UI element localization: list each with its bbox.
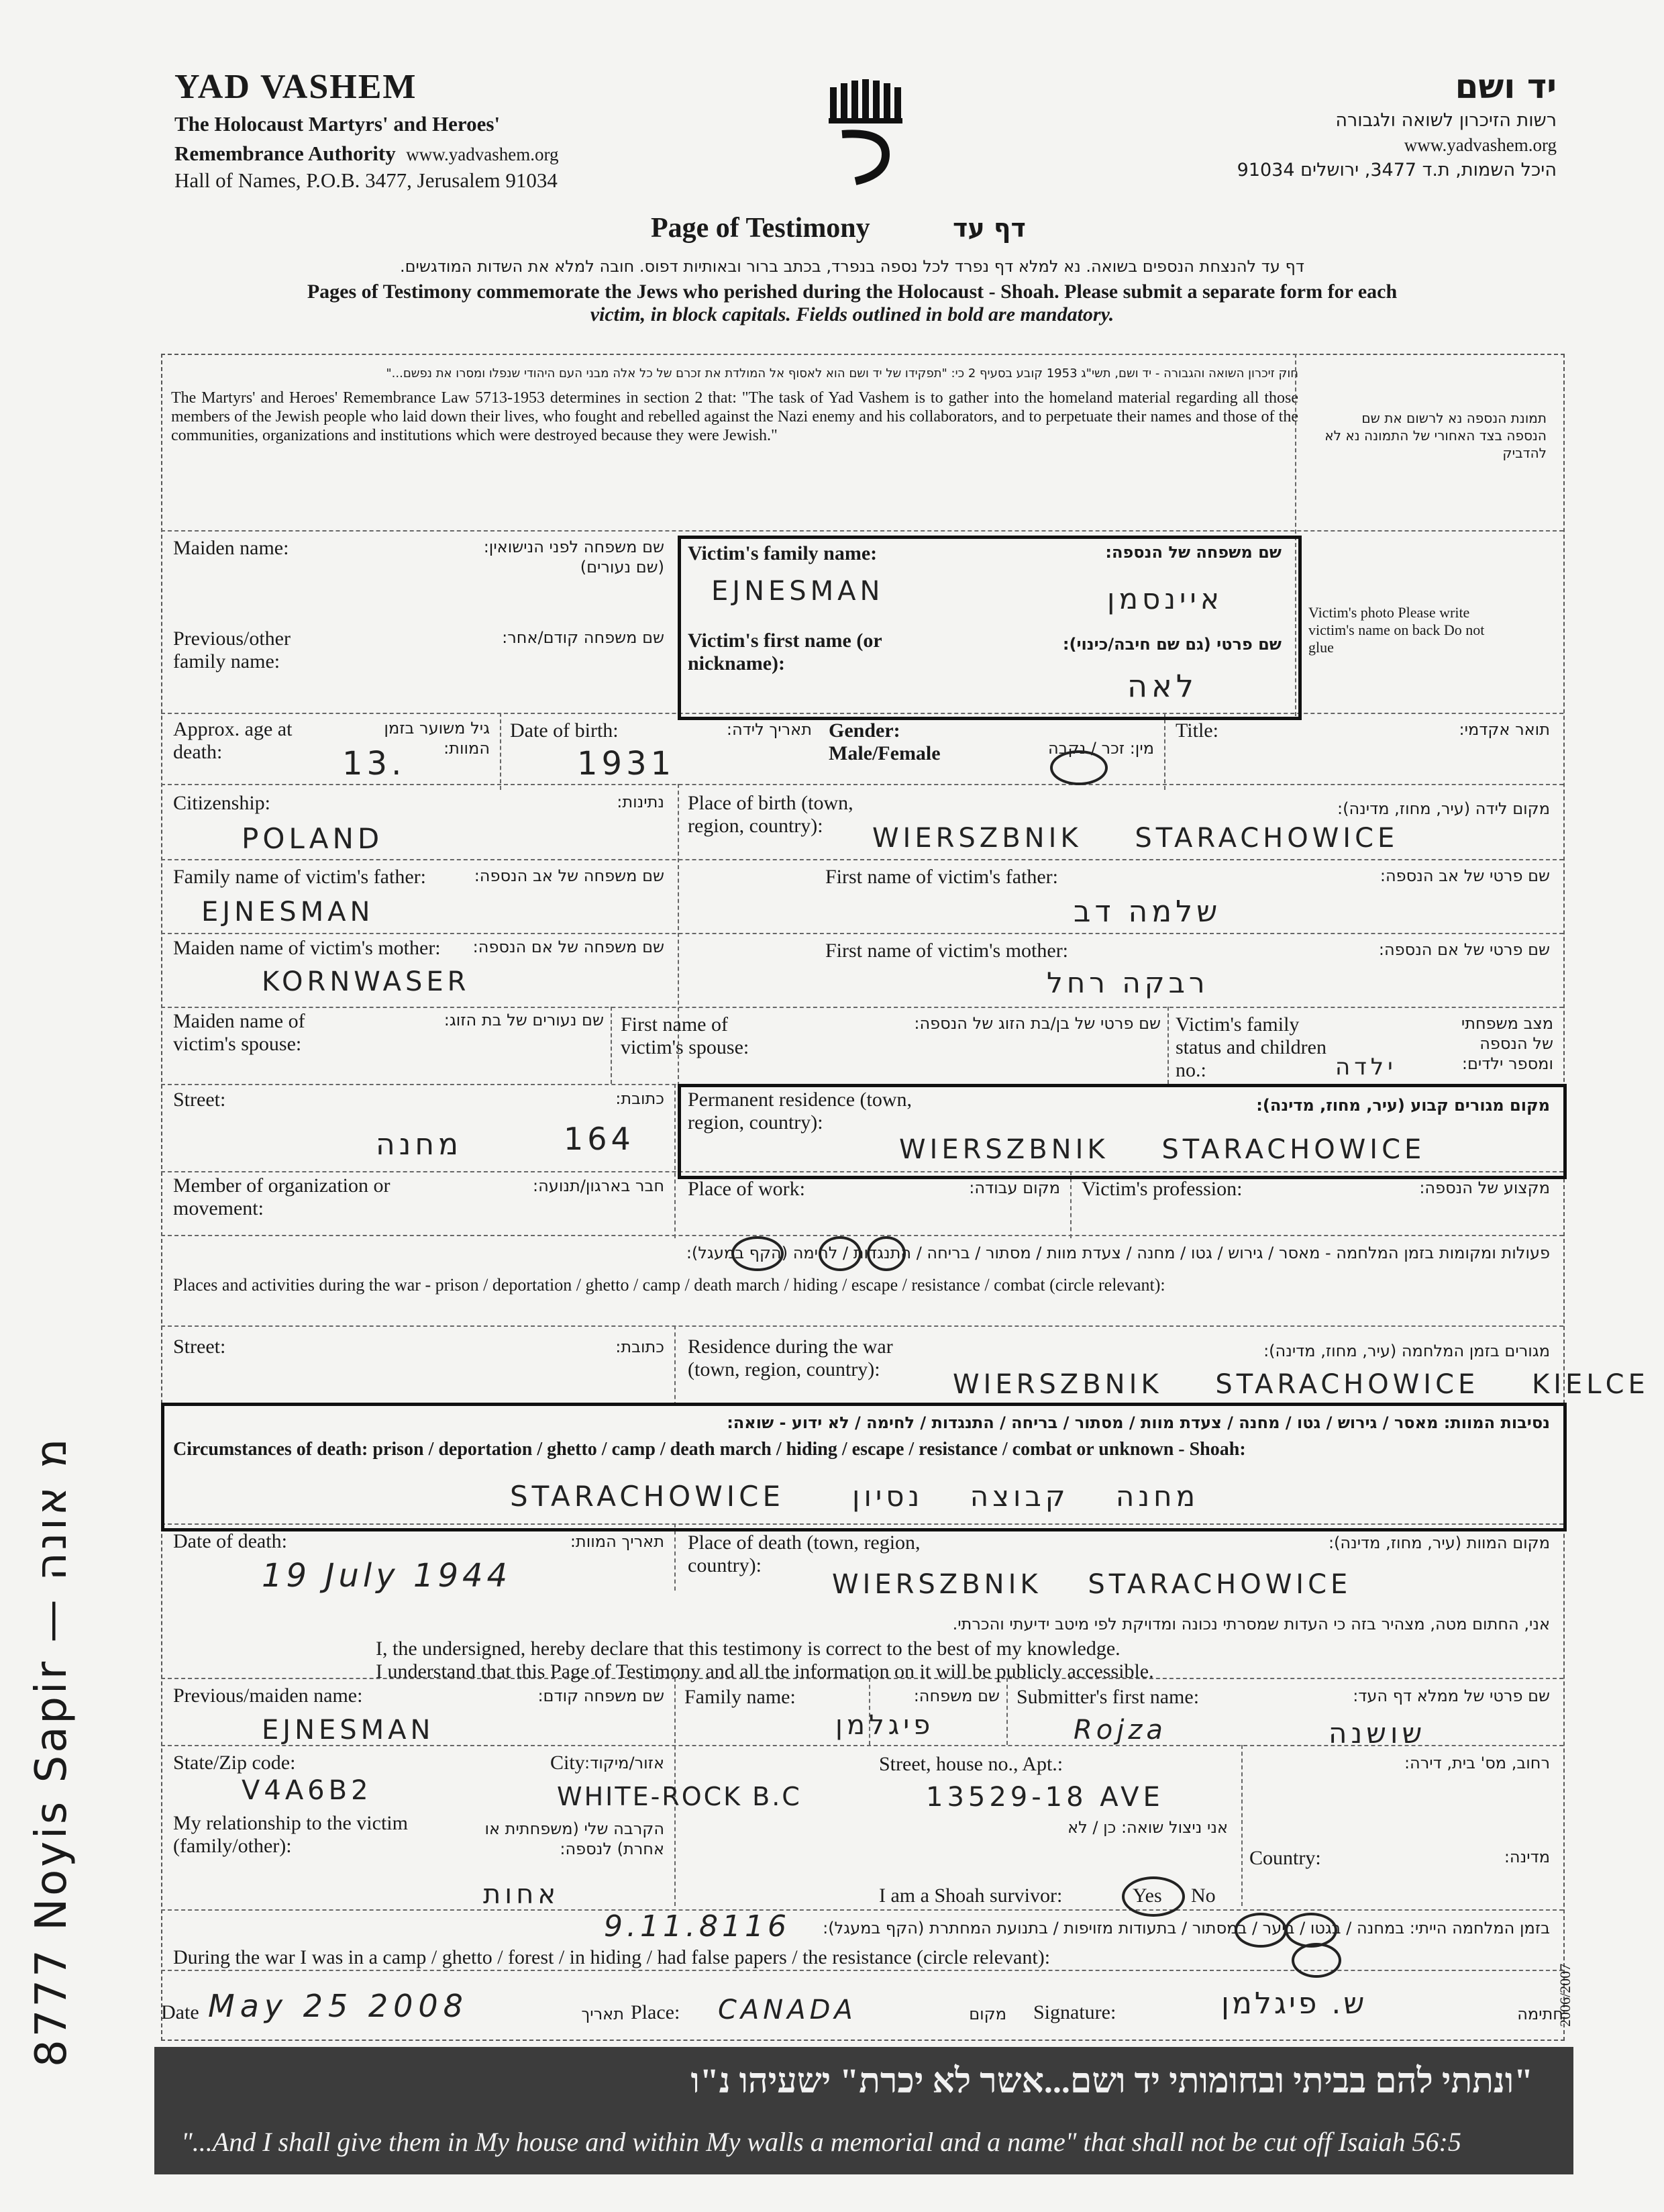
relationship-value-he[interactable]: אחות	[483, 1879, 560, 1910]
citizenship-label-he: נתינות:	[617, 793, 664, 811]
quote-banner	[154, 2047, 1573, 2174]
street-label: Street:	[173, 1089, 226, 1111]
date-value[interactable]: May 25 2008	[208, 1988, 468, 2024]
declaration-he: אני, החתום מטה, מצהיר בזה כי העדות שמסרתי נכונה ומדויקת לפי מיטב ידיעתי והכרתי.	[952, 1615, 1550, 1633]
signature-label: Signature:	[1033, 2001, 1116, 2023]
resistance-circle[interactable]	[1292, 1943, 1341, 1978]
relationship-label-he: הקרבה שלי (משפחתית או אחרת) לנספה:	[484, 1819, 664, 1858]
signature-value[interactable]: ש. פיגלמן	[1221, 1987, 1367, 2021]
divider	[1241, 1745, 1243, 1906]
circumstances-label: Circumstances of death: prison / deportation / ghetto / camp / death march / hiding / escape / resistance / combat or unknown - Shoah:	[173, 1439, 1246, 1460]
during-war-label: During the war I was in a camp / ghetto / forest / in hiding / had false papers / the resistance (circle relevant):	[173, 1946, 1051, 1968]
birthplace-value[interactable]: WIERSZBNIK STARACHOWICE	[872, 823, 1399, 854]
divider	[1006, 1678, 1008, 1745]
margin-note: 8777 Noyis Sapir — מ אונה	[27, 1436, 76, 2067]
war-residence-value[interactable]: WIERSZBNIK STARACHOWICE KIELCE	[953, 1369, 1649, 1400]
father-family-label-he: שם משפחה של אב הנספה:	[474, 866, 664, 885]
submitter-prev-label: Previous/maiden name:	[173, 1685, 363, 1707]
residence-value[interactable]: WIERSZBNIK STARACHOWICE	[899, 1134, 1426, 1165]
war-street-label: Street:	[173, 1336, 226, 1358]
intro-text	[148, 255, 1557, 326]
country-label-he: מדינה:	[1504, 1848, 1550, 1866]
father-first-label-he: שם פרטי של אב הנספה:	[1380, 866, 1550, 885]
place-label-he: מקום	[969, 2005, 1006, 2023]
residence-label: Permanent residence (town, region, country):	[688, 1089, 913, 1134]
profession-label: Victim's profession:	[1082, 1178, 1243, 1200]
age-label: Approx. age at death:	[173, 718, 293, 763]
submitter-first-value-he[interactable]: שושנה	[1329, 1717, 1426, 1750]
intro-he: דף עד להנצחת הנספים בשואה. נא למלא דף נפרד לכל נספה בנפרד, בכתב ברור ובאותיות דפוס. חובה למלא את השדות המודגשים.	[400, 257, 1304, 276]
first-name-label: Victim's first name (or nickname):	[688, 630, 882, 674]
intro-line-1: Pages of Testimony commemorate the Jews who perished during the Holocaust - Shoah. Please submit a separate form for each	[307, 281, 1398, 303]
relationship-value-2[interactable]: 9.11.8116	[604, 1909, 790, 1944]
page-title: Page of Testimony	[651, 213, 870, 244]
zip-label: State/Zip code:	[173, 1752, 296, 1774]
submitter-prev-label-he: שם משפחה קודם:	[537, 1687, 664, 1705]
circumstances-value-he[interactable]: מחנה קבוצה נסיון	[852, 1480, 1200, 1513]
submitter-family-label: Family name:	[684, 1686, 796, 1708]
circumstances-value[interactable]: STARACHOWICE	[510, 1480, 785, 1513]
submitter-street-label: Street, house no., Apt.:	[879, 1753, 1063, 1775]
war-places-he: פעולות ומקומות בזמן המלחמה - מאסר / גירוש / גטו / מחנה / צעדת מוות / מסתור / בריחה / התנגדות / לחימה (הקף במעגל):	[686, 1244, 1550, 1262]
maiden-name-label-he: שם משפחה לפני הנישואין: (שם נעורים)	[483, 538, 664, 576]
photo-note-he: תמונת הנספה נא לרשום את שם הנספה בצד האחורי של התמונה נא לא להדביק	[1324, 410, 1547, 461]
website-left[interactable]: www.yadvashem.org	[406, 144, 559, 164]
law-he: חוק זיכרון השואה והגבורה - יד ושם, תשי"ג 1953 קובע בסעיף 2 כי: "תפקידו של יד ושם הוא לאסוף אל המולדת את זכרם של כל אלה מבני העם היהודי שנפלו ומסרו את נפשם..."	[386, 366, 1298, 381]
gender-label: Gender: Male/Female	[829, 719, 941, 764]
address-en: Hall of Names, P.O.B. 3477, Jerusalem 91034	[174, 168, 558, 192]
law-en: The Martyrs' and Heroes' Remembrance Law 5713-1953 determines in section 2 that: "The task of Yad Vashem is to gather into the homeland material regarding all those members of the Jewish people who laid down their lives, who fought and rebelled against the Nazi enemy and his collaborators, and to perpetuate their names and those of the communities, organizations and institutions which were destroyed because they were Jewish."	[171, 389, 1298, 444]
date-death-label: Date of death:	[173, 1530, 287, 1552]
quote-he: "ונתתי להם בביתי ובחומותי יד ושם...אשר לא יכרת" ישעיהו נ"ו	[690, 2062, 1533, 2101]
father-family-value[interactable]: EJNESMAN	[201, 897, 374, 927]
website-right[interactable]: www.yadvashem.org	[1404, 135, 1557, 155]
mother-maiden-label-he: שם משפחה של אם הנספה:	[472, 938, 664, 956]
camp-circle[interactable]	[819, 1236, 862, 1271]
form-code: 2006/2007	[1557, 1963, 1573, 2027]
camp-circle-2[interactable]	[1235, 1913, 1287, 1948]
submitter-prev-value[interactable]: EJNESMAN	[262, 1715, 435, 1746]
spouse-first-label-he: שם פרטי של בן/בת הזוג של הנספה:	[914, 1014, 1161, 1033]
mother-first-value-he[interactable]: רבקה רחל	[1047, 966, 1209, 999]
spouse-maiden-label: Maiden name of victim's spouse:	[173, 1010, 305, 1055]
org-subtitle-he: רשות הזיכרון לשואה ולגבורה	[1335, 110, 1557, 131]
family-status-value-he[interactable]: ילדה	[1335, 1054, 1397, 1080]
spouse-maiden-label-he: שם נעורים של בת הזוג:	[444, 1011, 604, 1029]
family-name-value-he[interactable]: איינסמן	[1107, 583, 1223, 615]
title-label-he: תואר אקדמי:	[1459, 720, 1550, 739]
address-he: היכל השמות, ת.ד 3477, ירושלים 91034	[1237, 160, 1557, 181]
family-name-label: Victim's family name:	[688, 542, 878, 564]
citizenship-value[interactable]: POLAND	[242, 822, 384, 855]
yad-vashem-logo-icon	[822, 74, 909, 188]
war-residence-label-he: מגורים בזמן המלחמה (עיר, מחוז, מדינה):	[1263, 1342, 1550, 1360]
declaration-line-1: I, the undersigned, hereby declare that this testimony is correct to the best of my knowledge.	[376, 1638, 1121, 1660]
ghetto-circle-2[interactable]	[1285, 1913, 1337, 1948]
maiden-name-label: Maiden name:	[173, 537, 289, 559]
divider	[161, 530, 1563, 532]
previous-family-label: Previous/other family name:	[173, 627, 291, 672]
ghetto-circle[interactable]	[867, 1236, 906, 1271]
intro-line-2: victim, in block capitals. Fields outlined in bold are mandatory.	[590, 303, 1114, 325]
citizenship-label: Citizenship:	[173, 792, 270, 814]
submitter-first-label-he: שם פרטי של ממלא דף העד:	[1353, 1687, 1550, 1705]
date-death-value[interactable]: 19 July 1944	[262, 1557, 512, 1595]
submitter-first-value[interactable]: Rojza	[1074, 1715, 1167, 1746]
organization-label: Member of organization or movement:	[173, 1174, 391, 1219]
city-value[interactable]: WHITE-ROCK B.C	[557, 1782, 802, 1811]
family-name-value[interactable]: EJNESMAN	[711, 576, 884, 607]
declaration-line-2: I understand that this Page of Testimony and all the information on it will be publicly accessible.	[376, 1660, 1154, 1682]
place-death-value[interactable]: WIERSZBNIK STARACHOWICE	[832, 1569, 1352, 1600]
header-right	[1060, 67, 1557, 181]
zip-label-he: אזור/מיקוד:	[584, 1754, 664, 1772]
quote-en: "...And I shall give them in My house and within My walls a memorial and a name" that shall not be cut off Isaiah 56:5	[181, 2127, 1461, 2157]
submitter-street-value[interactable]: 13529-18 AVE	[926, 1782, 1164, 1813]
date-label-he: תאריך	[581, 2005, 624, 2023]
date-death-label-he: תאריך המוות:	[570, 1532, 664, 1551]
org-name-en: YAD VASHEM	[174, 68, 417, 106]
residence-label-he: מקום מגורים קבוע (עיר, מחוז, מדינה):	[1256, 1096, 1550, 1115]
family-status-label-he: מצב משפחתי של הנספה ומספר ילדים:	[1461, 1014, 1553, 1073]
divider	[674, 1084, 676, 1238]
father-first-label: First name of victim's father:	[825, 866, 1058, 888]
age-label-he: גיל משוער בזמן המוות:	[384, 719, 490, 758]
workplace-label-he: מקום עבודה:	[969, 1178, 1060, 1197]
mother-first-label: First name of victim's mother:	[825, 940, 1069, 962]
gender-female-circle[interactable]	[1050, 750, 1108, 785]
date-label: Date	[161, 2001, 199, 2023]
org-name-he: יד ושם	[1455, 67, 1557, 106]
divider	[161, 1325, 1563, 1327]
father-family-label: Family name of victim's father:	[173, 866, 426, 888]
divider	[161, 933, 1563, 934]
law-text	[171, 366, 1298, 445]
signature-label-he: חתימה	[1517, 2005, 1563, 2023]
divider	[674, 1325, 676, 1406]
mother-maiden-value[interactable]: KORNWASER	[262, 966, 470, 997]
place-death-label: Place of death (town, region, country):	[688, 1531, 921, 1576]
war-street-label-he: כתובת:	[615, 1338, 664, 1356]
divider	[161, 784, 1563, 785]
gender-label-he: מין: זכר / נקבה	[1047, 739, 1154, 758]
workplace-label: Place of work:	[688, 1178, 805, 1200]
escape-circle[interactable]	[731, 1236, 784, 1271]
divider	[1164, 713, 1165, 790]
submitter-family-value-he[interactable]: פיגלמן	[835, 1710, 935, 1741]
photo-note: Victim's photo Please write victim's name on back Do not glue	[1308, 604, 1485, 656]
dob-label: Date of birth:	[510, 719, 619, 742]
divider	[161, 1235, 1563, 1236]
divider	[500, 713, 501, 790]
divider	[674, 1523, 676, 1591]
org-subtitle-1: The Holocaust Martyrs' and Heroes'	[174, 112, 501, 136]
divider	[161, 859, 1563, 860]
submitter-first-label: Submitter's first name:	[1017, 1686, 1200, 1708]
previous-family-label-he: שם משפחה קודם/אחר:	[502, 628, 664, 647]
birthplace-label: Place of birth (town, region, country):	[688, 792, 853, 837]
divider	[1167, 1007, 1169, 1084]
org-subtitle-2: Remembrance Authority www.yadvashem.org	[174, 142, 559, 165]
survivor-yes-circle	[1122, 1876, 1185, 1917]
mother-maiden-label: Maiden name of victim's mother:	[173, 937, 441, 959]
first-name-value-he[interactable]: לאה	[1127, 668, 1198, 704]
divider	[161, 1007, 1563, 1008]
dob-value[interactable]: 1931	[577, 745, 676, 783]
zip-value[interactable]: V4A6B2	[242, 1775, 372, 1806]
city-label: City	[550, 1752, 585, 1774]
survivor-yes[interactable]: Yes	[1133, 1884, 1162, 1907]
father-first-value-he[interactable]: שלמה דב	[1074, 895, 1222, 929]
title-label: Title:	[1176, 719, 1218, 742]
war-places-label: Places and activities during the war - prison / deportation / ghetto / camp / death march / hiding / escape / resistance / combat (circle relevant):	[173, 1275, 1165, 1295]
profession-label-he: מקצוע של הנספה:	[1419, 1178, 1550, 1197]
first-name-label-he: שם פרטי (גם שם חיבה/כינוי):	[1062, 635, 1282, 654]
country-label: Country:	[1249, 1847, 1321, 1869]
survivor-no[interactable]: No	[1191, 1884, 1216, 1907]
street-value[interactable]: 164	[564, 1121, 635, 1157]
place-value[interactable]: CANADA	[718, 1995, 857, 2025]
divider	[1070, 1171, 1072, 1238]
page-title-he: דף עד	[953, 213, 1026, 243]
spouse-first-label: First name of victim's spouse:	[621, 1013, 749, 1058]
survivor-label-he: אני ניצול שואה: כן / לא	[1068, 1818, 1228, 1837]
war-residence-label: Residence during the war (town, region, country):	[688, 1336, 893, 1380]
divider	[161, 1970, 1563, 1971]
during-war-he: בזמן המלחמה הייתי: במחנה / בגטו / ביער / במסתור / בתעודות מזויפות / בתנועת המחתרת (הקף במעגל):	[823, 1919, 1550, 1938]
age-value[interactable]: 13.	[342, 745, 406, 783]
header-left	[174, 67, 725, 193]
relationship-label: My relationship to the victim (family/other):	[173, 1812, 408, 1857]
submitter-street-label-he: רחוב, מס' בית, דירה:	[1404, 1754, 1550, 1772]
submitter-family-label-he: שם משפחה:	[913, 1687, 1000, 1705]
place-label: Place:	[631, 2001, 680, 2023]
dob-label-he: תאריך לידה:	[726, 720, 812, 739]
family-status-label: Victim's family status and children no.:	[1176, 1013, 1327, 1081]
survivor-label: I am a Shoah survivor:	[879, 1884, 1063, 1907]
mother-first-label-he: שם פרטי של אם הנספה:	[1378, 940, 1550, 959]
organization-label-he: חבר בארגון/תנועה:	[533, 1176, 664, 1195]
circumstances-he: נסיבות המוות: מאסר / גירוש / גטו / מחנה / צעדת מוות / מסתור / בריחה / התנגדות / לחימה / לא ידוע - שואה:	[727, 1413, 1550, 1432]
birthplace-label-he: מקום לידה (עיר, מחוז, מדינה):	[1337, 799, 1550, 818]
divider	[161, 1909, 1563, 1911]
family-name-label-he: שם משפחה של הנספה:	[1105, 543, 1282, 562]
street-label-he: כתובת:	[615, 1089, 664, 1108]
place-death-label-he: מקום המוות (עיר, מחוז, מדינה):	[1328, 1534, 1550, 1552]
street-value-he[interactable]: מחנה	[376, 1127, 462, 1162]
divider	[611, 1007, 612, 1084]
